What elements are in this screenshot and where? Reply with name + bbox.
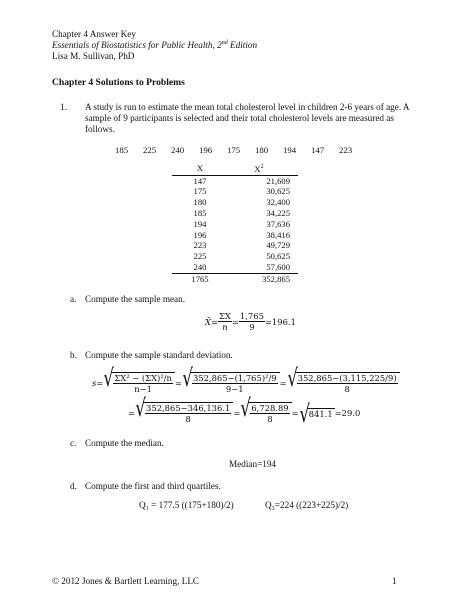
part-c-label: c. — [70, 438, 77, 448]
mean-result: =196.1 — [264, 316, 296, 327]
sd-val-6: 841.1 — [308, 408, 333, 419]
sd-frac-3 — [297, 373, 398, 394]
page-number: 1 — [392, 576, 397, 586]
mean-symbol: X̄ — [205, 316, 211, 327]
sd-eq-2: = — [279, 378, 287, 388]
sd-radical-3: √ $\frac{352,865-(3,115,225/9)}{8}$ — [287, 372, 400, 394]
table-cell: 194 — [193, 218, 207, 229]
sd-formula-line-2 — [128, 394, 361, 428]
part-b-text: Compute the sample standard deviation. — [85, 350, 233, 360]
table-row — [172, 186, 298, 197]
part-a-label: a. — [70, 294, 77, 304]
mean-num-1: ΣX — [219, 311, 231, 321]
table-row — [172, 262, 298, 273]
sd-eq-4: = — [233, 408, 241, 418]
median-result: Median=194 — [229, 459, 277, 469]
table-row — [172, 208, 298, 219]
table-row — [172, 219, 298, 230]
header-line-2 — [52, 40, 257, 50]
sd-frac-5 — [250, 403, 289, 424]
mean-frac-1 — [218, 311, 232, 332]
table-cell: 32,400 — [266, 197, 290, 208]
raw-value: 223 — [339, 145, 353, 155]
raw-values-row — [115, 145, 363, 155]
sd-eq-1: = — [174, 378, 182, 388]
sd-den-1: n−1 — [134, 384, 152, 394]
table-cell: 34,225 — [266, 208, 290, 219]
sd-symbol: s= — [92, 378, 104, 388]
mean-eq: = — [210, 316, 218, 327]
table-total-x: 1765 — [172, 273, 228, 284]
mean-den-1: n — [222, 322, 228, 332]
problem-text-line-3: follows. — [85, 124, 115, 134]
header-edition-sup: nd — [221, 40, 228, 46]
sd-den-5: 8 — [267, 414, 273, 424]
part-d-text: Compute the first and third quartiles. — [85, 481, 221, 491]
mean-frac-2 — [239, 311, 265, 332]
q1-result: Q₁ = 177.5 ((175+180)/2) — [139, 500, 234, 510]
raw-value: 185 — [115, 145, 129, 155]
header-line-1: Chapter 4 Answer Key — [52, 29, 136, 39]
sd-eq-5: = — [291, 408, 299, 418]
sd-num-5: 6,728.89 — [251, 403, 289, 413]
table-cell: 49,729 — [266, 240, 290, 251]
header-x2-exp: 2 — [260, 164, 264, 170]
footer-copyright: © 2012 Jones & Bartlett Learning, LLC — [52, 576, 200, 586]
part-c-text: Compute the median. — [85, 438, 164, 448]
mean-eq-2: = — [231, 316, 239, 327]
raw-value: 196 — [199, 145, 213, 155]
table-row — [172, 197, 298, 208]
table-row — [172, 175, 298, 186]
header-book-title: Essentials of Biostatistics for Public Health, 2 — [52, 40, 222, 51]
raw-value: 180 — [255, 145, 269, 155]
header-x2-base: X — [254, 163, 261, 174]
sd-frac-4 — [145, 403, 231, 424]
table-cell: 37,636 — [266, 218, 290, 229]
table-cell: 240 — [193, 262, 207, 273]
table-total-x2: 352,865 — [228, 273, 298, 284]
raw-value: 194 — [283, 145, 297, 155]
table-cell: 38,416 — [266, 229, 290, 240]
sd-frac-2 — [192, 373, 278, 394]
mean-den-2: 9 — [249, 322, 255, 332]
table-row — [172, 230, 298, 241]
table-row — [172, 240, 298, 251]
table-cell: 185 — [193, 208, 207, 219]
part-b-label: b. — [70, 350, 77, 360]
table-cell: 180 — [193, 197, 207, 208]
table-row — [172, 251, 298, 262]
header-line-3: Lisa M. Sullivan, PhD — [52, 51, 135, 61]
sd-formula-line-1 — [92, 364, 400, 394]
table-cell: 21,609 — [266, 175, 290, 186]
q3-result: Q₃=224 ((223+225)/2) — [265, 500, 349, 510]
sd-den-4: 8 — [185, 414, 191, 424]
table-cell: 223 — [193, 240, 207, 251]
sd-num-3: 352,865−(3,115,225/9) — [297, 373, 397, 383]
raw-value: 240 — [171, 145, 185, 155]
sd-den-3: 8 — [344, 384, 350, 394]
cholesterol-table — [172, 162, 298, 285]
section-title: Chapter 4 Solutions to Problems — [52, 77, 185, 88]
sd-radical-1: √ $\frac{\text{ΣX² − (ΣX)²/n}}{n-1}$ — [103, 372, 175, 394]
table-cell: 147 — [193, 175, 207, 186]
sd-den-2: 9−1 — [225, 384, 244, 394]
raw-value: 147 — [311, 145, 325, 155]
raw-value: 175 — [227, 145, 241, 155]
sd-num-1: ΣX² − (ΣX)²/n — [114, 373, 172, 383]
table-cell: 225 — [193, 251, 207, 262]
table-header-row — [172, 162, 298, 175]
problem-text-line-2: sample of 9 participants is selected and their total cholesterol levels are measured as — [85, 113, 394, 123]
table-cell: 196 — [193, 229, 207, 240]
table-cell: 30,625 — [266, 186, 290, 197]
sd-radical-4: √ $\frac{352,865-346,136.1}{8}$ — [135, 402, 233, 424]
header-x-squared — [228, 162, 298, 175]
sd-frac-1 — [113, 373, 173, 394]
sd-num-4: 352,865−346,136.1 — [146, 403, 231, 413]
table-cell: 175 — [193, 186, 207, 197]
sd-radical-6: √ 841.1 — [298, 399, 333, 428]
sd-result: =29.0 — [334, 408, 361, 418]
table-total-row — [172, 273, 298, 284]
raw-value: 225 — [143, 145, 157, 155]
table-cell: 50,625 — [266, 251, 290, 262]
header-x: X — [172, 162, 228, 175]
part-a-text: Compute the sample mean. — [85, 294, 186, 304]
table-cell: 57,600 — [266, 262, 290, 273]
sd-radical-2: √ $\frac{\text{352,865−(1,765)²/9}}{9-1}$ — [182, 372, 280, 394]
problem-text-line-1: A study is run to estimate the mean total cholesterol level in children 2-6 years of age. A — [85, 102, 410, 112]
mean-num-2: 1,765 — [239, 311, 264, 321]
sd-eq-3: = — [128, 408, 136, 418]
header-edition-word: Edition — [227, 40, 258, 51]
part-d-label: d. — [70, 481, 77, 491]
sd-radical-5: √ $\frac{6,728.89}{8}$ — [240, 402, 291, 424]
problem-number: 1. — [60, 102, 67, 112]
sd-num-2: 352,865−(1,765)²/9 — [192, 373, 277, 383]
mean-formula — [205, 311, 296, 332]
